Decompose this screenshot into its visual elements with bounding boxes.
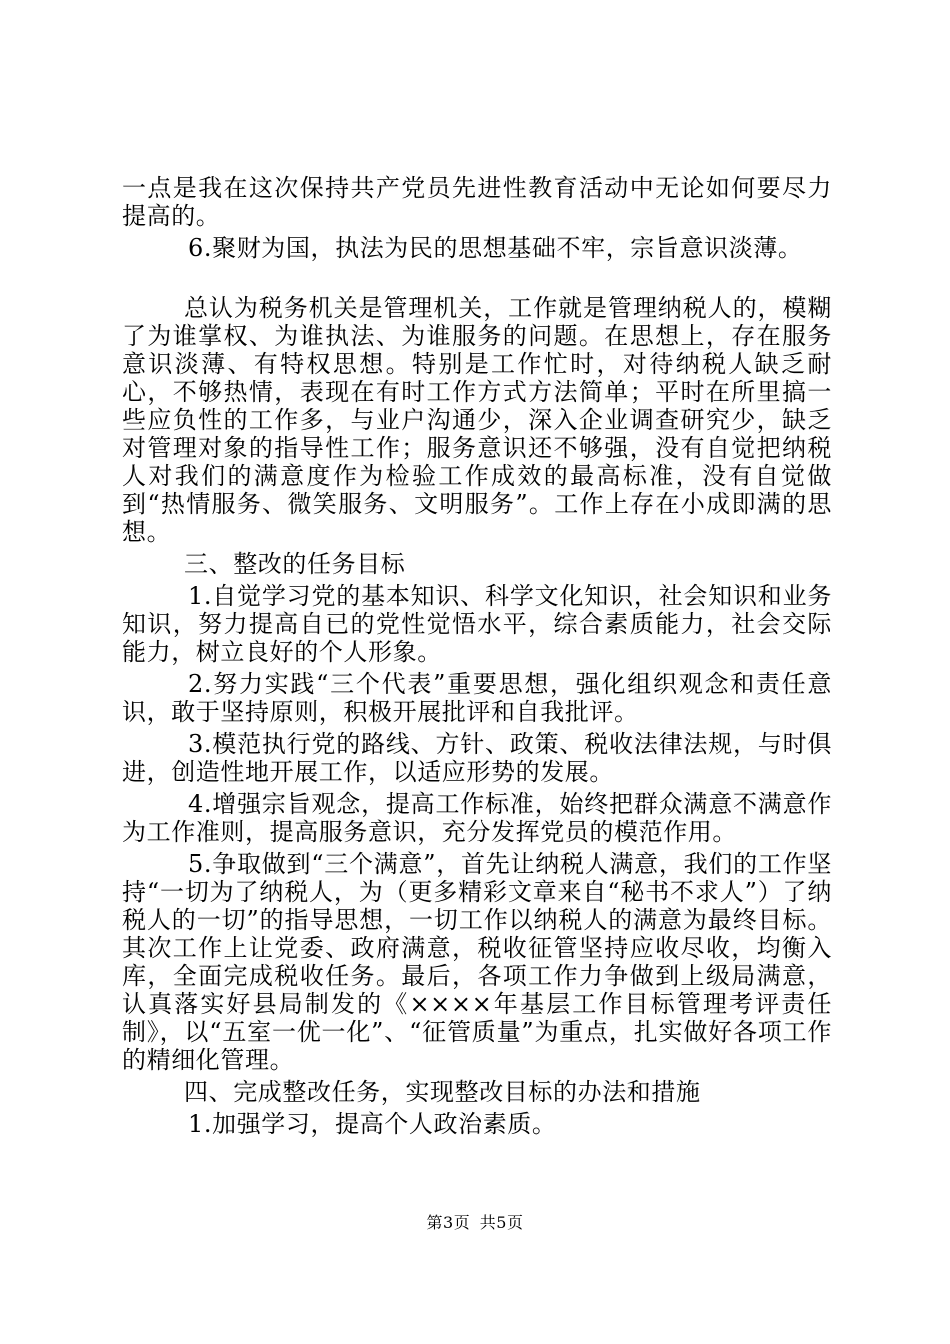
section-heading-3: 三、整改的任务目标 bbox=[184, 550, 406, 578]
document-body bbox=[122, 174, 832, 1142]
section-heading-4: 四、完成整改任务，实现整改目标的办法和措施 bbox=[184, 1078, 701, 1106]
paragraph-goal-1: 1.自觉学习党的基本知识、科学文化知识，社会知识和业务知识，努力提高自已的党性觉悟水平，综合素质能力，社会交际能力，树立良好的个人形象。 bbox=[122, 582, 832, 666]
paragraph-continuation: 一点是我在这次保持共产党员先进性教育活动中无论如何要尽力提高的。 bbox=[122, 174, 832, 230]
paragraph-goal-4: 4.增强宗旨观念，提高工作标准，始终把群众满意不满意作为工作准则，提高服务意识，充分发挥党员的模范作用。 bbox=[122, 790, 832, 846]
paragraph-goal-5: 5.争取做到“三个满意”，首先让纳税人满意，我们的工作坚持“一切为了纳税人，为（更多精彩文章来自“秘书不求人”）了纳税人的一切”的指导思想，一切工作以纳税人的满意为最终目标。其次工作上让党委、政府满意，税收征管坚持应收尽收，均衡入库，全面完成税收任务。最后，各项工作力争做到上级局满意，认真落实好县局制发的《××××年基层工作目标管理考评责任制》，以“五室一优一化”、“征管质量”为重点，扎实做好各项工作的精细化管理。 bbox=[122, 850, 832, 1074]
page-number: 第3页 bbox=[426, 1213, 471, 1232]
paragraph-item-6: 6.聚财为国，执法为民的思想基础不牢，宗旨意识淡薄。 bbox=[188, 234, 803, 262]
paragraph-goal-2: 2.努力实践“三个代表”重要思想，强化组织观念和责任意识，敢于坚持原则，积极开展批评和自我批评。 bbox=[122, 670, 832, 726]
page-footer bbox=[0, 1213, 950, 1233]
paragraph-goal-3: 3.模范执行党的路线、方针、政策、税收法律法规，与时俱进，创造性地开展工作，以适应形势的发展。 bbox=[122, 730, 832, 786]
paragraph-measure-1: 1.加强学习，提高个人政治素质。 bbox=[188, 1110, 557, 1138]
page-total: 共5页 bbox=[479, 1213, 524, 1232]
paragraph-body: 总认为税务机关是管理机关，工作就是管理纳税人的，模糊了为谁掌权、为谁执法、为谁服务的问题。在思想上，存在服务意识淡薄、有特权思想。特别是工作忙时，对待纳税人缺乏耐心，不够热情，表现在有时工作方式方法简单；平时在所里搞一些应负性的工作多，与业户沟通少，深入企业调查研究少，缺乏对管理对象的指导性工作；服务意识还不够强，没有自觉把纳税人对我们的满意度作为检验工作成效的最高标准，没有自觉做到“热情服务、微笑服务、文明服务”。工作上存在小成即满的思想。 bbox=[122, 294, 832, 546]
